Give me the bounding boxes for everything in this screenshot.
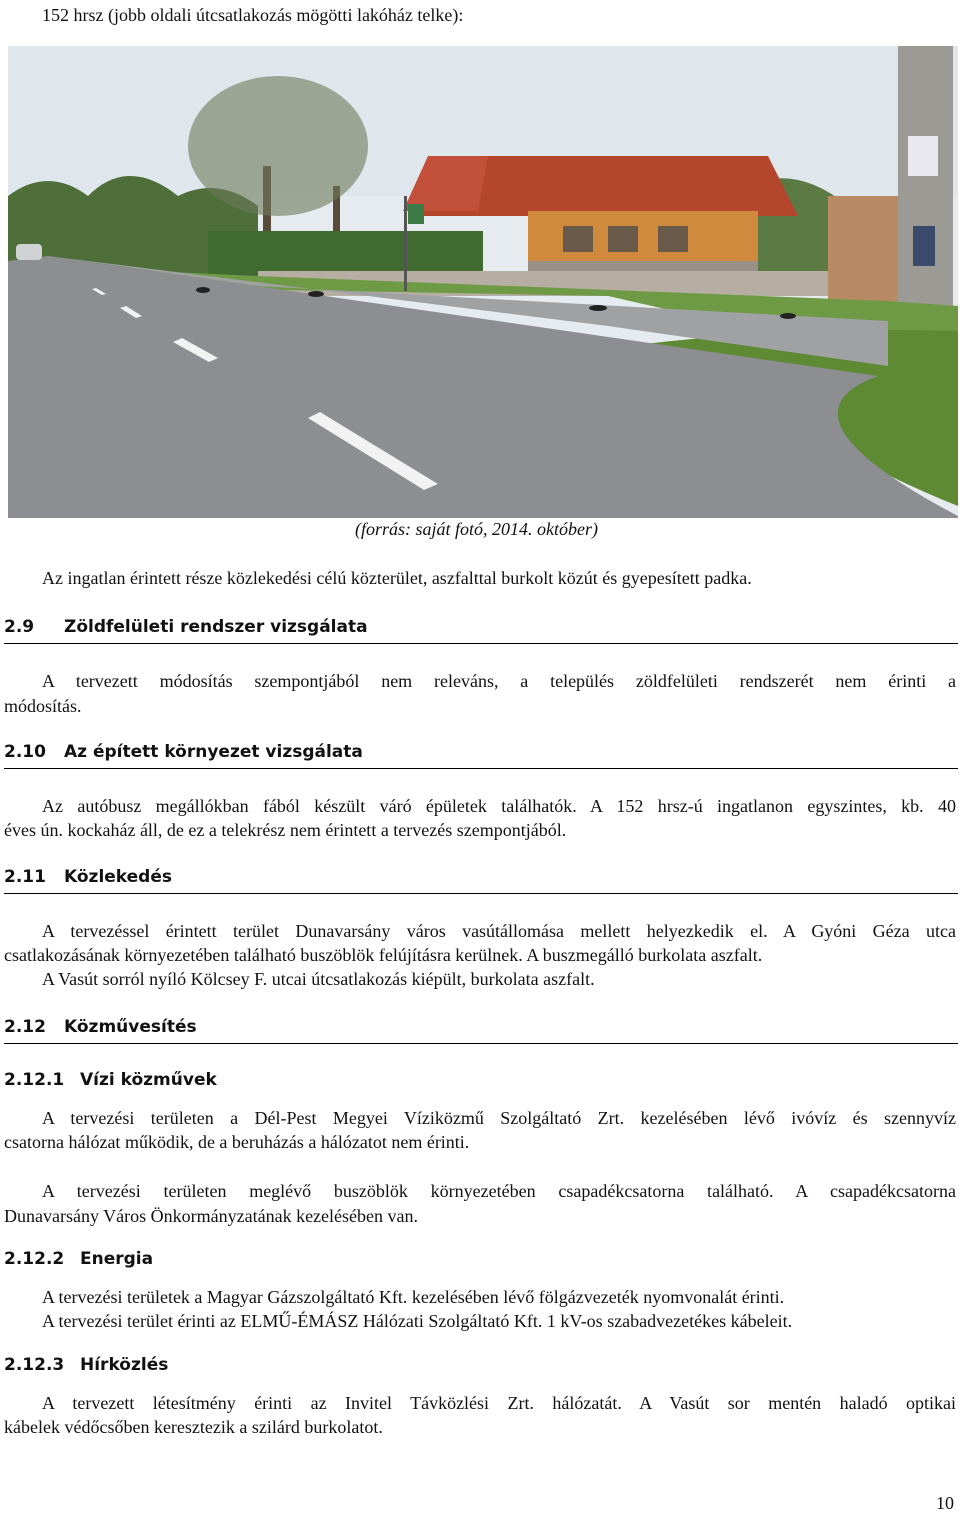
section-number: 2.9 — [4, 617, 35, 637]
section-title: Az épített környezet vizsgálata — [64, 742, 363, 762]
street-photo — [8, 46, 958, 518]
page-number: 10 — [936, 1493, 954, 1513]
section-heading — [4, 867, 958, 894]
paragraph: A Vasút sorról nyíló Kölcsey F. utcai útcsatlakozás kiépült, burkolata aszfalt. — [42, 969, 595, 989]
subsection-heading — [4, 1355, 168, 1379]
paragraph-line: A tervezett módosítás szempontjából nem releváns, a település zöldfelületi rendszerét nem érinti a — [42, 671, 956, 691]
paragraph-line: csatorna hálózat működik, de a beruházás a hálózatot nem érinti. — [4, 1132, 470, 1152]
paragraph — [4, 1391, 956, 1415]
paragraph: A tervezési területek a Magyar Gázszolgáltató Kft. kezelésében lévő fölgázvezeték nyomvonalát érinti. — [42, 1287, 785, 1307]
section-title: Zöldfelületi rendszer vizsgálata — [64, 617, 368, 637]
paragraph: A tervezési terület érinti az ELMŰ-ÉMÁSZ Hálózati Szolgáltató Kft. 1 kV-os szabadvezetékes kábeleit. — [42, 1311, 793, 1331]
section-title: Közművesítés — [64, 1017, 197, 1037]
section-number: 2.12.1 — [4, 1070, 65, 1090]
paragraph: Az ingatlan érintett része közlekedési célú közterület, aszfalttal burkolt közút és gyepesített padka. — [42, 568, 752, 588]
section-title: Hírközlés — [80, 1355, 169, 1375]
section-heading — [4, 742, 958, 769]
section-title: Vízi közművek — [80, 1070, 217, 1090]
paragraph-line: módosítás. — [4, 696, 82, 716]
section-title: Közlekedés — [64, 867, 173, 887]
paragraph — [4, 919, 956, 943]
section-number: 2.12.3 — [4, 1355, 65, 1375]
paragraph — [4, 1179, 956, 1203]
subsection-heading — [4, 1249, 153, 1273]
section-number: 2.10 — [4, 742, 46, 762]
subsection-heading — [4, 1070, 217, 1094]
section-heading — [4, 617, 958, 644]
paragraph-line: éves ún. kockaház áll, de ez a telekrész nem érintett a tervezés szempontjából. — [4, 820, 567, 840]
paragraph-line: A tervezési területen a Dél-Pest Megyei Víziközmű Szolgáltató Zrt. kezelésében lévő ivóvíz és szennyvíz — [42, 1108, 956, 1128]
paragraph-line: Dunavarsány Város Önkormányzatának kezelésében van. — [4, 1206, 418, 1226]
paragraph-line: Az autóbusz megállókban fából készült váró épületek találhatók. A 152 hrsz-ú ingatlanon egyszintes, kb. 40 — [42, 796, 956, 816]
section-number: 2.12.2 — [4, 1249, 65, 1269]
section-number: 2.12 — [4, 1017, 46, 1037]
section-heading — [4, 1017, 958, 1044]
paragraph-line: kábelek védőcsőben keresztezik a szilárd burkolatot. — [4, 1417, 383, 1437]
paragraph-line: A tervezéssel érintett terület Dunavarsány város vasútállomása mellett helyezkedik el. A Gyóni Géza utca — [42, 921, 956, 941]
paragraph-line: csatlakozásának környezetében található buszöblök felújításra kerülnek. A buszmegálló burkolata aszfalt. — [4, 945, 763, 965]
photo-caption: (forrás: saját fotó, 2014. október) — [355, 519, 598, 539]
paragraph-line: A tervezési területen meglévő buszöblök környezetében csapadékcsatorna található. A csapadékcsatorna — [42, 1181, 956, 1201]
section-title: Energia — [80, 1249, 154, 1269]
paragraph — [4, 794, 956, 818]
section-number: 2.11 — [4, 867, 46, 887]
paragraph-line: A tervezett létesítmény érinti az Invitel Távközlési Zrt. hálózatát. A Vasút sor mentén haladó optikai — [42, 1393, 956, 1413]
paragraph — [4, 669, 956, 693]
paragraph — [4, 1106, 956, 1130]
intro-text: 152 hrsz (jobb oldali útcsatlakozás mögötti lakóház telke): — [42, 5, 464, 25]
